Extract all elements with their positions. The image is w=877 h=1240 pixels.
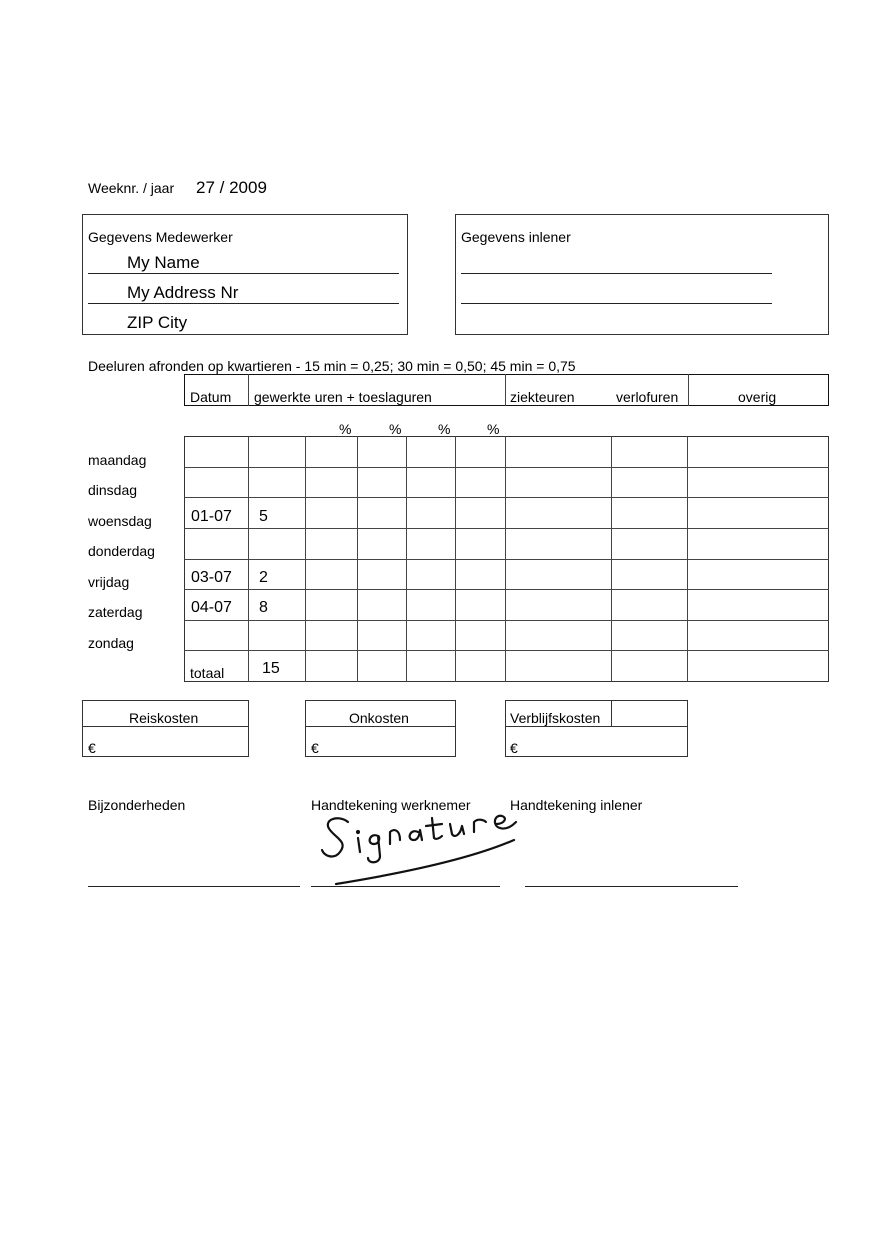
expenses-box [305, 700, 456, 757]
travel-costs-box [82, 700, 249, 757]
employee-signature-label: Handtekening werknemer [311, 797, 471, 813]
day-label: maandag [88, 452, 147, 468]
day-label: woensdag [88, 513, 152, 529]
row-date[interactable]: 03-07 [191, 569, 232, 586]
header-other: overig [738, 389, 777, 405]
total-value[interactable]: 15 [262, 660, 280, 677]
week-value[interactable]: 27 / 2009 [196, 178, 267, 197]
row-hours[interactable]: 5 [259, 508, 268, 525]
hirer-signature-label: Handtekening inlener [510, 797, 643, 813]
expenses-label: Onkosten [349, 710, 409, 726]
rounding-note: Deeluren afronden op kwartieren - 15 min = 0,25; 30 min = 0,50; 45 min = 0,75 [88, 358, 576, 374]
hirer-line-1[interactable] [461, 273, 772, 274]
row-hours[interactable]: 2 [259, 569, 268, 586]
header-sick: ziekteuren [510, 389, 575, 405]
percent-3: % [438, 421, 451, 437]
day-label: donderdag [88, 543, 155, 559]
row-date[interactable]: 01-07 [191, 508, 232, 525]
travel-costs-label: Reiskosten [129, 710, 199, 726]
week-label: Weeknr. / jaar [88, 180, 175, 196]
day-label: zaterdag [88, 604, 143, 620]
day-label: dinsdag [88, 482, 138, 498]
employee-city[interactable]: ZIP City [127, 313, 188, 332]
accommodation-box [505, 700, 688, 757]
particulars-label: Bijzonderheden [88, 797, 186, 813]
expenses-currency[interactable]: € [311, 740, 319, 756]
employee-address[interactable]: My Address Nr [127, 283, 239, 302]
employee-address-line [88, 303, 399, 304]
day-label: vrijdag [88, 574, 130, 590]
travel-costs-currency[interactable]: € [88, 740, 96, 756]
employee-signature-line[interactable] [311, 886, 500, 887]
hirer-info-title: Gegevens inlener [461, 229, 571, 245]
percent-2: % [389, 421, 402, 437]
percent-1: % [339, 421, 352, 437]
signature-image [318, 810, 538, 890]
accommodation-currency[interactable]: € [510, 740, 518, 756]
percent-4: % [487, 421, 500, 437]
hirer-line-2[interactable] [461, 303, 772, 304]
hirer-signature-line[interactable] [525, 886, 738, 887]
employee-name[interactable]: My Name [127, 253, 200, 272]
row-date[interactable]: 04-07 [191, 599, 232, 616]
total-label: totaal [190, 665, 225, 681]
header-date: Datum [190, 389, 232, 405]
employee-name-line [88, 273, 399, 274]
accommodation-label: Verblijfskosten [510, 710, 601, 726]
row-hours[interactable]: 8 [259, 599, 268, 616]
header-worked: gewerkte uren + toeslaguren [254, 389, 432, 405]
day-label: zondag [88, 635, 134, 651]
particulars-line[interactable] [88, 886, 300, 887]
header-leave: verlofuren [616, 389, 679, 405]
employee-info-title: Gegevens Medewerker [88, 229, 233, 245]
